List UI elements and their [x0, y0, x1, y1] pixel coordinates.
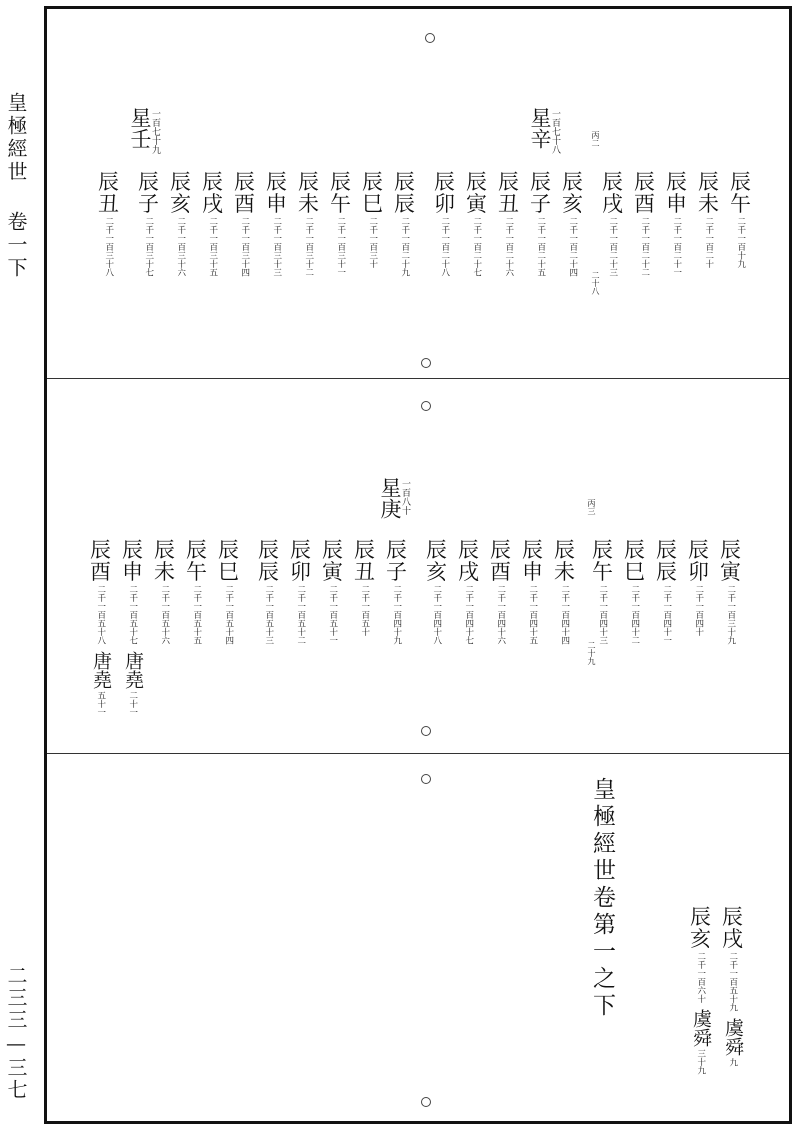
chen-label: 辰 申: [266, 170, 287, 217]
chen-number: 二千一百二十五: [535, 217, 546, 277]
chen-entry: [90, 539, 111, 716]
chen-label: 辰 辰: [394, 170, 415, 217]
star-label: 星庚: [378, 477, 402, 519]
chen-label: 辰 申: [522, 538, 543, 585]
chen-entry: [138, 171, 159, 277]
chen-number: 二千一百四十八: [431, 585, 442, 645]
chen-label: 辰 戌: [458, 538, 479, 585]
chen-entry: [434, 171, 455, 277]
chen-label: 辰 申: [666, 170, 687, 217]
chen-entry: [722, 906, 743, 1066]
chen-label: 辰 午: [330, 170, 351, 217]
chen-number: 二千一百五十: [359, 585, 370, 637]
binding-hole: [421, 401, 431, 411]
chen-entry: [322, 539, 343, 645]
chen-number: 二千一百二十七: [471, 217, 482, 277]
chen-label: 辰 子: [138, 170, 159, 217]
chen-entry: [170, 171, 191, 277]
page-frame: [44, 6, 792, 1124]
chen-number: 二千一百三十六: [175, 217, 186, 277]
chen-number: 二千一百五十八: [95, 585, 106, 645]
chen-entry: [234, 171, 255, 277]
reign-name: 唐堯: [90, 650, 112, 689]
chen-number: 二千一百四十一: [661, 585, 672, 645]
chen-label: 辰 亥: [562, 170, 583, 217]
chen-entry: [98, 171, 119, 277]
chen-number: 二千一百四十五: [527, 585, 538, 645]
chen-number: 二千一百五十三: [263, 585, 274, 645]
star-heading: [129, 107, 159, 154]
side-page-number: 二三三—三七: [4, 965, 28, 1101]
chen-entry: [690, 906, 711, 1075]
chen-entry: [362, 171, 383, 268]
chen-number: 二千一百二十八: [439, 217, 450, 277]
reign-note: [691, 1009, 710, 1075]
section-marker: 二十八: [591, 271, 600, 295]
chen-number: 二千一百二十一: [671, 217, 682, 277]
chen-number: 二千一百五十一: [327, 585, 338, 645]
chen-label: 辰 午: [186, 538, 207, 585]
chen-number: 二千一百二十九: [399, 217, 410, 277]
chen-number: 二千一百四十九: [391, 585, 402, 645]
chen-number: 二千一百五十九: [727, 952, 738, 1012]
chen-number: 二千一百三十五: [207, 217, 218, 277]
section-divider: [47, 753, 789, 754]
chen-label: 辰 申: [122, 538, 143, 585]
chen-number: 二千一百三十: [367, 217, 378, 269]
chen-label: 辰 午: [730, 170, 751, 217]
binding-hole: [425, 33, 435, 43]
reign-name: 虞舜: [722, 1017, 744, 1056]
chen-number: 二千一百三十七: [143, 217, 154, 277]
chen-label: 辰 未: [698, 170, 719, 217]
reign-year: 三十九: [695, 1049, 706, 1075]
chen-number: 二千一百三十四: [239, 217, 250, 277]
chen-number: 二千一百三十一: [335, 217, 346, 277]
chen-entry: [458, 539, 479, 645]
chen-number: 二千一百四十二: [629, 585, 640, 645]
chen-label: 辰 寅: [720, 538, 741, 585]
star-label: 星辛: [528, 107, 552, 149]
chen-label: 辰 子: [530, 170, 551, 217]
chen-label: 辰 子: [386, 538, 407, 585]
chen-entry: [330, 171, 351, 277]
chen-label: 辰 未: [298, 170, 319, 217]
chen-number: 二千一百五十二: [295, 585, 306, 645]
chen-number: 二千一百四十三: [597, 585, 608, 645]
chen-label: 辰 酉: [490, 538, 511, 585]
chen-number: 二千一百三十九: [725, 585, 736, 645]
chen-label: 辰 未: [154, 538, 175, 585]
chen-entry: [426, 539, 447, 645]
chen-entry: [122, 539, 143, 716]
chen-number: 二千一百五十六: [159, 585, 170, 645]
chen-entry: [592, 539, 613, 645]
chen-label: 辰 丑: [354, 538, 375, 585]
star-number: 一百七十八: [550, 109, 560, 154]
chen-label: 辰 戌: [202, 170, 223, 217]
reign-year: 二十一: [127, 690, 138, 717]
chen-entry: [730, 171, 751, 268]
chen-number: 二千一百三十八: [103, 217, 114, 277]
binding-hole: [421, 358, 431, 368]
chen-number: 二千一百六十: [695, 952, 706, 1004]
reign-note: [91, 651, 110, 717]
chen-number: 二千一百二十: [703, 217, 714, 269]
chen-entry: [290, 539, 311, 645]
chen-entry: [186, 539, 207, 645]
chen-entry: [602, 171, 623, 277]
section-divider: [47, 378, 789, 379]
chen-entry: [688, 539, 709, 636]
chen-label: 辰 丑: [98, 170, 119, 217]
chen-label: 辰 巳: [624, 538, 645, 585]
chen-label: 辰 午: [592, 538, 613, 585]
chen-label: 辰 酉: [634, 170, 655, 217]
side-book-title: 皇極經世 卷一下: [4, 92, 28, 280]
chen-entry: [522, 539, 543, 645]
chen-number: 二千一百五十五: [191, 585, 202, 645]
reign-year: 五十一: [95, 690, 106, 717]
chen-entry: [698, 171, 719, 268]
section-marker: 丙二: [591, 131, 600, 147]
section-marker: 二十九: [587, 641, 596, 665]
chen-number: 二千一百二十四: [567, 217, 578, 277]
chen-entry: [154, 539, 175, 645]
chen-label: 辰 卯: [688, 538, 709, 585]
chen-number: 二千一百五十七: [127, 585, 138, 645]
reign-name: 唐堯: [122, 650, 144, 689]
binding-hole: [421, 726, 431, 736]
chen-label: 辰 丑: [498, 170, 519, 217]
chen-entry: [530, 171, 551, 277]
chen-entry: [218, 539, 239, 645]
chen-entry: [386, 539, 407, 645]
chen-number: 二千一百三十二: [303, 217, 314, 277]
chen-number: 二千一百二十三: [607, 217, 618, 277]
chen-label: 辰 亥: [690, 905, 711, 952]
chen-number: 二千一百二十二: [639, 217, 650, 277]
star-number: 一百八十: [400, 479, 410, 515]
star-heading: [379, 477, 409, 519]
chen-label: 辰 酉: [234, 170, 255, 217]
chen-number: 二千一百二十六: [503, 217, 514, 277]
chen-label: 辰 戌: [602, 170, 623, 217]
chapter-end-title: 皇極經世卷第一之下: [589, 777, 615, 1020]
chen-label: 辰 酉: [90, 538, 111, 585]
chen-label: 辰 未: [554, 538, 575, 585]
chen-entry: [258, 539, 279, 645]
chen-label: 辰 卯: [434, 170, 455, 217]
chen-number: 二千一百五十四: [223, 585, 234, 645]
star-label: 星壬: [128, 107, 152, 149]
section-marker: 丙三: [587, 499, 596, 515]
chen-label: 辰 寅: [466, 170, 487, 217]
reign-name: 虞舜: [690, 1009, 712, 1048]
binding-hole: [421, 1097, 431, 1107]
chen-label: 辰 亥: [426, 538, 447, 585]
chen-number: 二千一百四十七: [463, 585, 474, 645]
chen-entry: [634, 171, 655, 277]
chen-label: 辰 戌: [722, 905, 743, 952]
chen-entry: [394, 171, 415, 277]
chen-entry: [562, 171, 583, 277]
chen-number: 二千一百四十: [693, 585, 704, 637]
binding-hole: [421, 774, 431, 784]
reign-year: 九: [727, 1057, 738, 1067]
chen-entry: [554, 539, 575, 645]
chen-number: 二千一百三十三: [271, 217, 282, 277]
reign-note: [723, 1018, 742, 1067]
chen-number: 二千一百四十四: [559, 585, 570, 645]
chen-entry: [466, 171, 487, 277]
chen-entry: [298, 171, 319, 277]
chen-entry: [498, 171, 519, 277]
star-number: 一百七十九: [150, 109, 160, 154]
chen-label: 辰 巳: [218, 538, 239, 585]
chen-label: 辰 亥: [170, 170, 191, 217]
chen-label: 辰 寅: [322, 538, 343, 585]
chen-entry: [666, 171, 687, 277]
chen-entry: [656, 539, 677, 645]
chen-entry: [624, 539, 645, 645]
star-heading: [529, 107, 559, 154]
chen-label: 辰 辰: [258, 538, 279, 585]
chen-entry: [490, 539, 511, 645]
side-margin: [0, 0, 44, 1134]
chen-entry: [266, 171, 287, 277]
chen-label: 辰 卯: [290, 538, 311, 585]
reign-note: [123, 651, 142, 717]
chen-number: 二千一百十九: [735, 217, 746, 269]
chen-number: 二千一百四十六: [495, 585, 506, 645]
chen-label: 辰 巳: [362, 170, 383, 217]
chen-entry: [720, 539, 741, 645]
chen-entry: [202, 171, 223, 277]
chen-entry: [354, 539, 375, 636]
chen-label: 辰 辰: [656, 538, 677, 585]
